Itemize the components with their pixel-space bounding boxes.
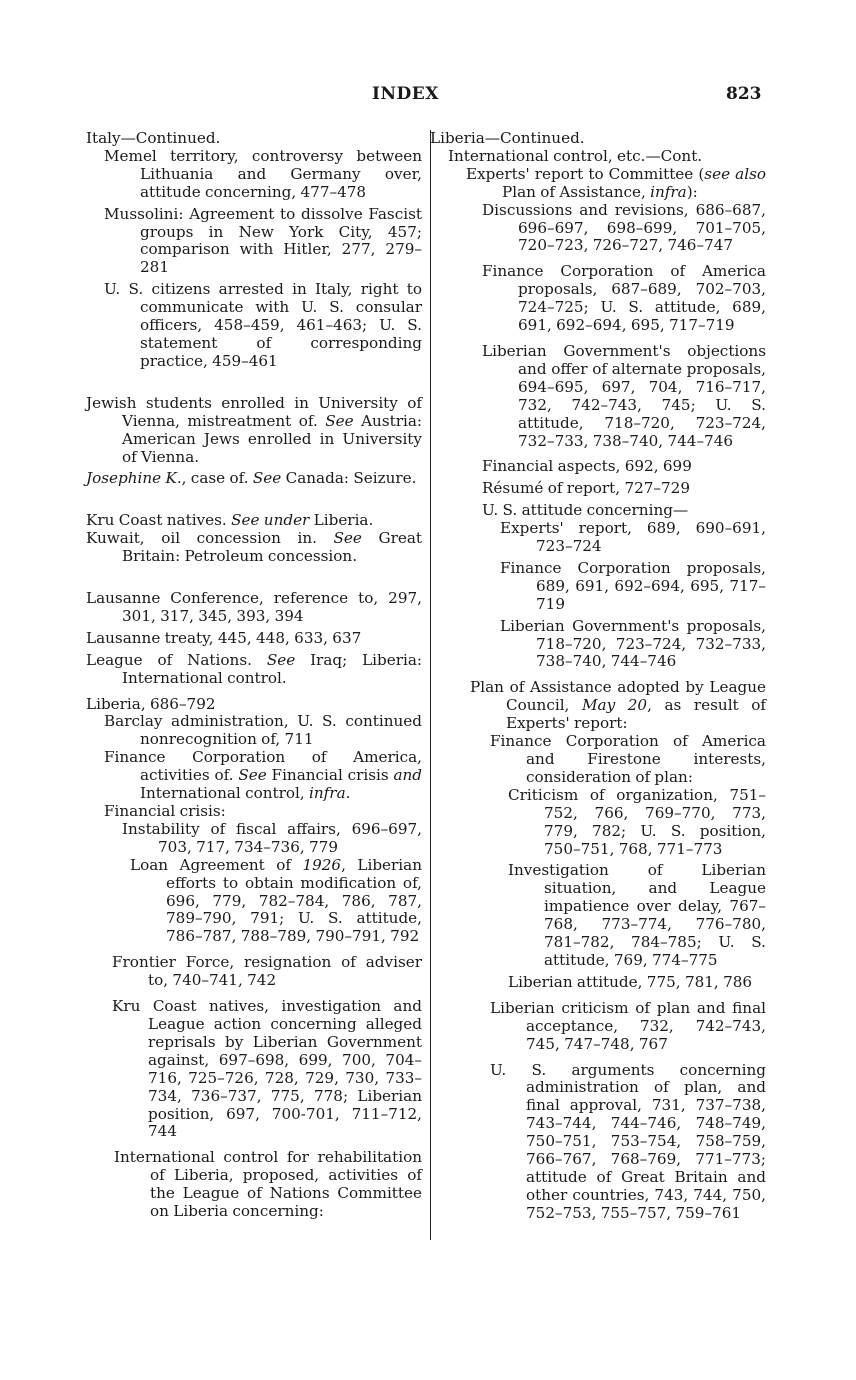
right-column [430,130,766,1223]
entry-liberia-continued: Liberia—Continued. [430,129,585,147]
entry-finance-corporation: Finance Corporation of America, activities of. See Financial crisis and International control, infra. [104,748,423,803]
entry-josephine-k: Josephine K., case of. See Canada: Seizure. [86,469,417,488]
entry-international-control: International control for rehabilitation of Liberia, proposed, activities of the League of Nations Committee on Liberia concerning: [114,1148,422,1221]
entry-us-citizens-italy: U. S. citizens arrested in Italy, right to communicate with U. S. consular officers, 458–459, 461–463; U. S. statement of corresponding practice, 459–461 [104,280,422,370]
entry-plan-of-assistance: Plan of Assistance adopted by League Council, May 20, as result of Experts' report: [470,678,767,733]
page-header [0,84,856,108]
entry-italy-continued: Italy—Continued. [86,129,221,147]
entry-frontier-force: Frontier Force, resignation of adviser to, 740–741, 742 [112,953,422,990]
entry-barclay: Barclay administration, U. S. continued nonrecognition of, 711 [104,712,422,749]
entry-experts-report-attitude: Experts' report, 689, 690–691, 723–724 [500,519,766,556]
entry-kuwait: Kuwait, oil concession in. See Great Britain: Petroleum concession. [86,529,422,566]
entry-finance-proposals: Finance Corporation of America proposals, 687–689, 702–703, 724–725; U. S. attitude, 689, 691, 692–694, 695, 717–719 [482,262,766,335]
entry-liberian-objections: Liberian Government's objections and offer of alternate proposals, 694–695, 697, 704, 716–717, 732, 742–743, 745; U. S. attitude, 718–720, 723–724, 732–733, 738–740, 744–746 [482,341,766,450]
see-reference: See [333,529,362,548]
entry-us-arguments: U. S. arguments concerning administration of plan, and final approval, 731, 737–738, 743–744, 744–746, 748–749, 750–751, 753–754, 758–759, 766–767, 768–769, 771–773; attitude of Great Britain and other countries, 743, 744, 750, 752–753, 755–757, 759–761 [490,1060,766,1222]
see-under-reference: See under [231,511,310,530]
entry-experts-report: Experts' report to Committee (see also Plan of Assistance, infra): [466,164,767,201]
entry-loan-agreement: Loan Agreement of 1926, Liberian efforts to obtain modification of, 696, 779, 782–784, 786, 787, 789–790, 791; U. S. attitude, 786–787, 788–789, 790–791, 792 [130,855,422,946]
entry-international-control-cont: International control, etc.—Cont. [448,146,703,165]
entry-firestone: Finance Corporation of America and Firestone interests, consideration of plan: [490,732,766,786]
entry-finance-corp-proposals: Finance Corporation proposals, 689, 691, 692–694, 695, 717–719 [500,558,766,613]
entry-instability: Instability of fiscal affairs, 696–697, 703, 717, 734–736, 779 [122,819,422,856]
see-reference: See [266,650,296,669]
see-reference: See [238,766,267,785]
entry-resume: Résumé of report, 727–729 [482,479,691,498]
entry-kru-coast: Kru Coast natives. See under Liberia. [86,511,374,530]
entry-jewish-students: Jewish students enrolled in University of Vienna, mistreatment of. See Austria: American Jews enrolled in University of Vienna. [86,393,423,466]
see-reference: See [325,411,354,430]
entry-mussolini: Mussolini: Agreement to dissolve Fascist groups in New York City, 457; comparison with Hitler, 277, 279–281 [104,204,422,277]
entry-lausanne-treaty: Lausanne treaty, 445, 448, 633, 637 [86,628,362,647]
entry-financial-crisis: Financial crisis: [104,802,226,820]
page-number: 823 [726,84,762,104]
entry-financial-aspects: Financial aspects, 692, 699 [482,457,692,476]
entry-memel: Memel territory, controversy between Lithuania and Germany over, attitude concerning, 477–478 [104,146,422,201]
entry-discussions: Discussions and revisions, 686–687, 696–697, 698–699, 701–705, 720–723, 726–727, 746–747 [482,200,766,255]
entry-us-attitude: U. S. attitude concerning— [482,501,689,520]
entry-liberian-criticism: Liberian criticism of plan and final acceptance, 732, 742–743, 745, 747–748, 767 [490,998,766,1053]
entry-criticism: Criticism of organization, 751–752, 766, 769–770, 773, 779, 782; U. S. position, 750–751, 768, 771–773 [508,785,766,858]
entry-league-of-nations: League of Nations. See Iraq; Liberia: International control. [86,650,423,687]
entry-liberian-gov-proposals: Liberian Government's proposals, 718–720, 723–724, 732–733, 738–740, 744–746 [500,616,766,671]
entry-investigation: Investigation of Liberian situation, and League impatience over delay, 767–768, 773–774, 776–780, 781–782, 784–785; U. S. attitude, 769, 774–775 [508,861,766,969]
see-reference: See [252,469,282,488]
page-title: INDEX [372,84,439,104]
entry-liberia: Liberia, 686–792 [86,694,216,713]
entry-lausanne-conference: Lausanne Conference, reference to, 297, 301, 317, 345, 393, 394 [86,589,422,625]
entry-liberian-attitude: Liberian attitude, 775, 781, 786 [508,972,753,991]
left-column [86,130,422,1221]
entry-kru-investigation: Kru Coast natives, investigation and League action concerning alleged reprisals by Liberian Government against, 697–698, 699, 700, 704–716, 725–726, 728, 729, 730, 733–734, 736–737, 775, 778; Liberian position, 697, 700-701, 711–712, 744 [112,997,422,1141]
